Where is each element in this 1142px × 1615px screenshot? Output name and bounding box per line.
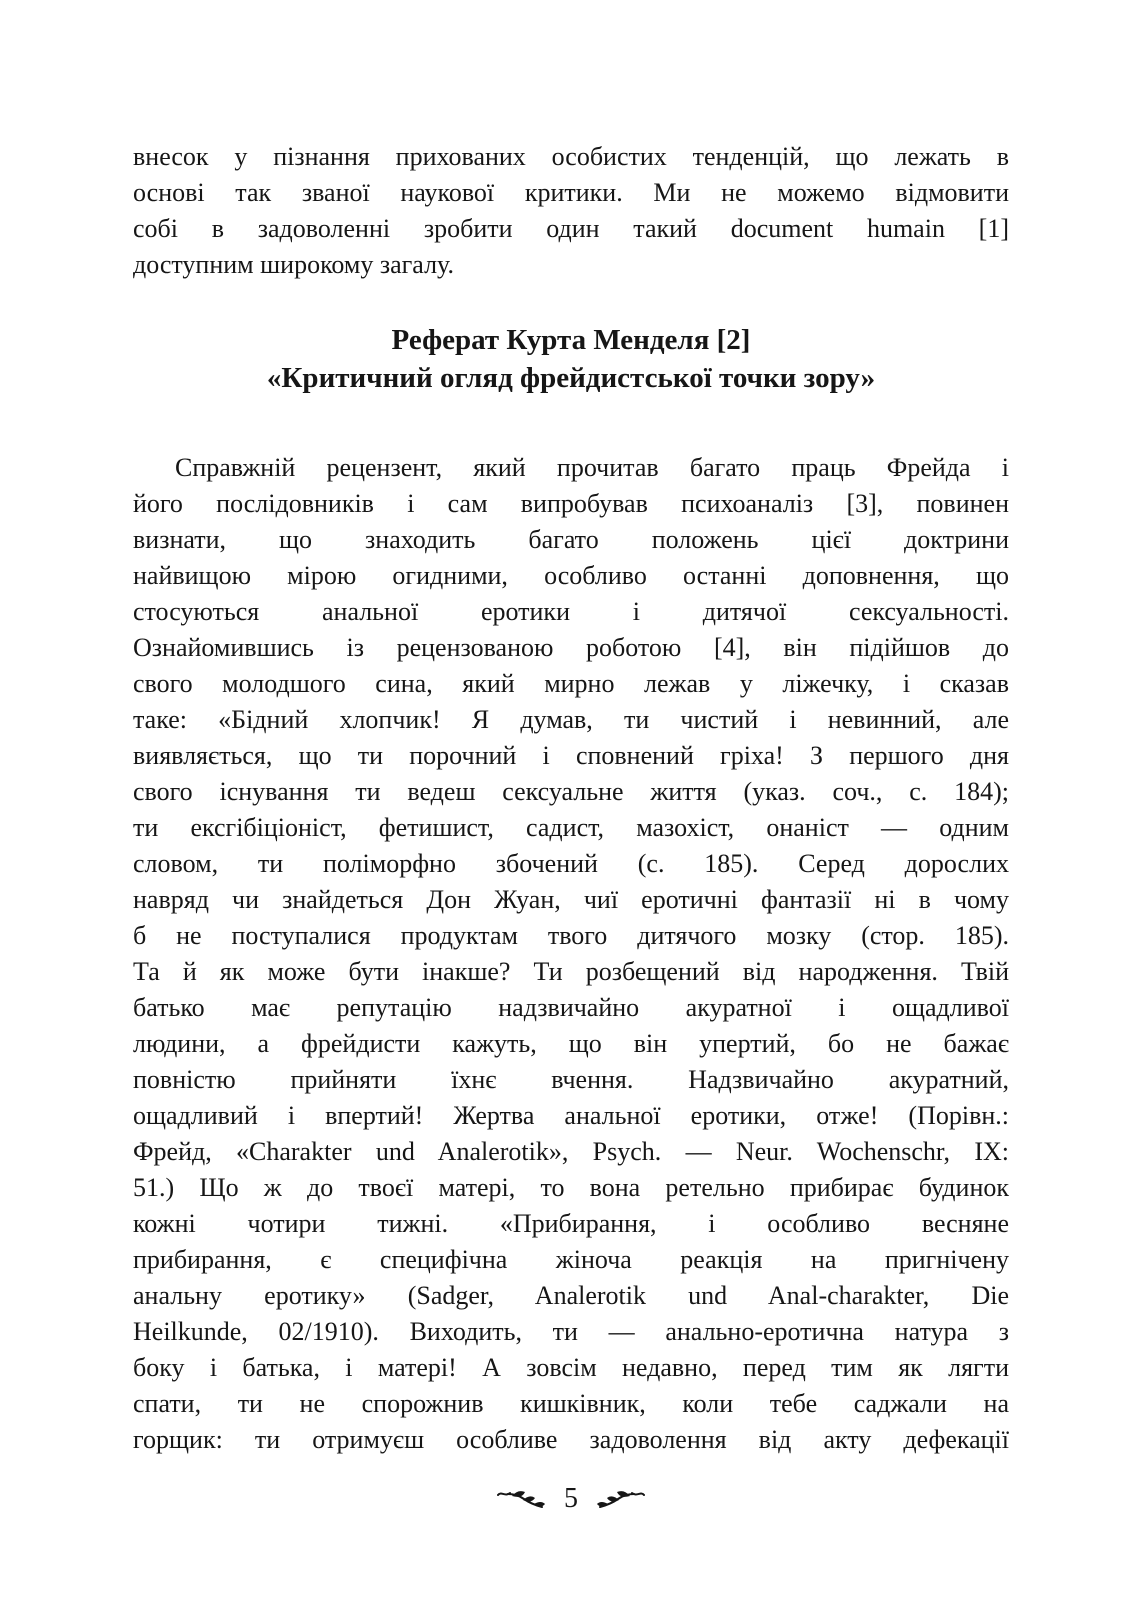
body-text-line: повністю прийняти їхнє вчення. Надзвичайно акуратний, — [133, 1065, 1009, 1094]
body-text-line: спати, ти не спорожнив кишківник, коли тебе саджали на — [133, 1389, 1009, 1418]
intro-text-line: основі так званої наукової критики. Ми не можемо відмовити — [133, 178, 1009, 207]
body-text-line: батько має репутацію надзвичайно акуратної і ощадливої — [133, 993, 1009, 1022]
body-paragraph — [133, 450, 1009, 1458]
body-text-line: Фрейд, «Charakter und Analerotik», Psych. — Neur. Wochenschr, IX: — [133, 1137, 1009, 1166]
body-text-line: таке: «Бідний хлопчик! Я думав, ти чистий і невинний, але — [133, 705, 1009, 734]
section-heading-line-2: «Критичний огляд фрейдистської точки зору» — [266, 362, 876, 394]
leaf-flourish-right-icon — [593, 1488, 645, 1510]
body-text-line: Та й як може бути інакше? Ти розбещений від народження. Твій — [133, 957, 1009, 986]
body-text-line: стосуються анальної еротики і дитячої сексуальності. — [133, 597, 1009, 626]
body-text-line: Справжній рецензент, який прочитав багато праць Фрейда і — [175, 453, 1009, 482]
body-text-line: прибирання, є специфічна жіноча реакція на пригнічену — [133, 1245, 1009, 1274]
body-text-line: б не поступалися продуктам твого дитячого мозку (стор. 185). — [133, 921, 1009, 950]
body-text-line: навряд чи знайдеться Дон Жуан, чиї еротичні фантазії ні в чому — [133, 885, 1009, 914]
body-text-line: найвищою мірою огидними, особливо останні доповнення, що — [133, 561, 1009, 590]
body-text-line: людини, а фрейдисти кажуть, що він упертий, бо не бажає — [133, 1029, 1009, 1058]
page-footer — [0, 1482, 1142, 1516]
body-text-line: Heilkunde, 02/1910). Виходить, ти — анально-еротична натура з — [133, 1317, 1009, 1346]
leaf-flourish-left-icon — [497, 1488, 549, 1510]
intro-paragraph — [133, 139, 1009, 283]
page-number: 5 — [564, 1483, 578, 1514]
body-text-line: боку і батька, і матері! А зовсім недавно, перед тим як лягти — [133, 1353, 1009, 1382]
body-text-line: свого молодшого сина, який мирно лежав у ліжечку, і сказав — [133, 669, 1009, 698]
body-text-line: кожні чотири тижні. «Прибирання, і особливо весняне — [133, 1209, 1009, 1238]
body-text-line: горщик: ти отримуєш особливе задоволення від акту дефекації — [133, 1425, 1009, 1454]
body-text-line: анальну еротику» (Sadger, Analerotik und Anal-charakter, Die — [133, 1281, 1009, 1310]
intro-text-line: собі в задоволенні зробити один такий document humain [1] — [133, 214, 1009, 243]
body-text-line: ти ексгібіціоніст, фетишист, садист, мазохіст, онаніст — одним — [133, 813, 1009, 842]
body-text-line: свого існування ти ведеш сексуальне життя (указ. соч., с. 184); — [133, 777, 1009, 806]
body-text-line: Ознайомившись із рецензованою роботою [4], він підійшов до — [133, 633, 1009, 662]
section-heading-line-1: Реферат Курта Менделя [2] — [391, 324, 751, 356]
body-text-line: визнати, що знаходить багато положень цієї доктрини — [133, 525, 1009, 554]
intro-text-line: доступним широкому загалу. — [133, 250, 454, 279]
body-text-line: його послідовників і сам випробував психоаналіз [3], повинен — [133, 489, 1009, 518]
intro-text-line: внесок у пізнання прихованих особистих тенденцій, що лежать в — [133, 142, 1009, 171]
body-text-line: 51.) Що ж до твоєї матері, то вона ретельно прибирає будинок — [133, 1173, 1009, 1202]
body-text-line: словом, ти поліморфно збочений (с. 185). Серед дорослих — [133, 849, 1009, 878]
section-heading — [133, 321, 1009, 397]
body-text-line: виявляється, що ти порочний і сповнений гріха! З першого дня — [133, 741, 1009, 770]
body-text-line: ощадливий і впертий! Жертва анальної еротики, отже! (Порівн.: — [133, 1101, 1009, 1130]
text-column — [133, 139, 1009, 1458]
